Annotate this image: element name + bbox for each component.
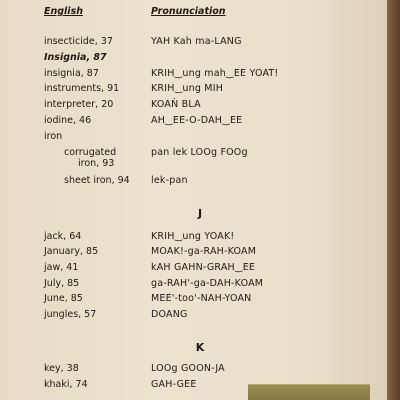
- entry-pronunciation: kAH GAHN-GRAH‿EE: [151, 262, 256, 273]
- entry-pronunciation: LOOg GOON-JA: [151, 363, 225, 374]
- entry-pronunciation: KRIH‿ung YOAK!: [151, 231, 235, 242]
- entry-pronunciation: KRIH‿ung mah‿EE YOAT!: [151, 68, 279, 79]
- entry-english: January, 85: [44, 246, 99, 257]
- entry-english: interpreter, 20: [44, 99, 114, 110]
- entry-pronunciation: AH‿EE-O-DAH‿EE: [151, 115, 243, 126]
- entry-english: jaw, 41: [44, 262, 79, 273]
- entry-pronunciation: MOAK!-ga-RAH-KOAM: [151, 246, 257, 257]
- subentry-pronunciation: lek-pan: [151, 175, 188, 186]
- entry-english: insecticide, 37: [44, 36, 113, 47]
- entry-english: jack, 64: [44, 231, 82, 242]
- entry-english: khaki, 74: [44, 379, 88, 390]
- paper-sticker: [248, 384, 370, 400]
- entry-english: June, 85: [44, 293, 83, 304]
- entry-english: insignia, 87: [44, 68, 99, 79]
- entry-pronunciation: KRIH‿ung MIH: [151, 83, 224, 94]
- section-letter-k: K: [195, 341, 205, 354]
- entry-pronunciation: ga-RAH'-ga-DAH-KOAM: [151, 278, 264, 289]
- entry-english: iron: [44, 131, 63, 142]
- entry-english: Insignia, 87: [44, 52, 107, 63]
- subentry-english: sheet iron, 94: [64, 175, 130, 186]
- entry-pronunciation: GAH-GEE: [151, 379, 197, 390]
- subentry-pronunciation: pan lek LOOg FOOg: [151, 147, 248, 158]
- entry-pronunciation: YAH Kah ma-LANG: [151, 36, 242, 47]
- entry-pronunciation: KOAṄ BLA: [151, 99, 201, 110]
- entry-pronunciation: MEE'-too'-NAH-YOAN: [151, 293, 252, 304]
- book-edge: [387, 0, 400, 400]
- entry-english: instruments, 91: [44, 83, 120, 94]
- entry-english: key, 38: [44, 363, 79, 374]
- pronunciation-column-header: Pronunciation: [151, 6, 226, 17]
- entry-pronunciation: DOANG: [151, 309, 188, 320]
- section-letter-j: J: [197, 207, 203, 220]
- english-column-header: English: [44, 6, 83, 17]
- subentry-english: iron, 93: [78, 158, 115, 169]
- entry-english: July, 85: [44, 278, 80, 289]
- entry-english: iodine, 46: [44, 115, 92, 126]
- subentry-english: corrugated: [64, 147, 117, 158]
- entry-english: jungles, 57: [44, 309, 97, 320]
